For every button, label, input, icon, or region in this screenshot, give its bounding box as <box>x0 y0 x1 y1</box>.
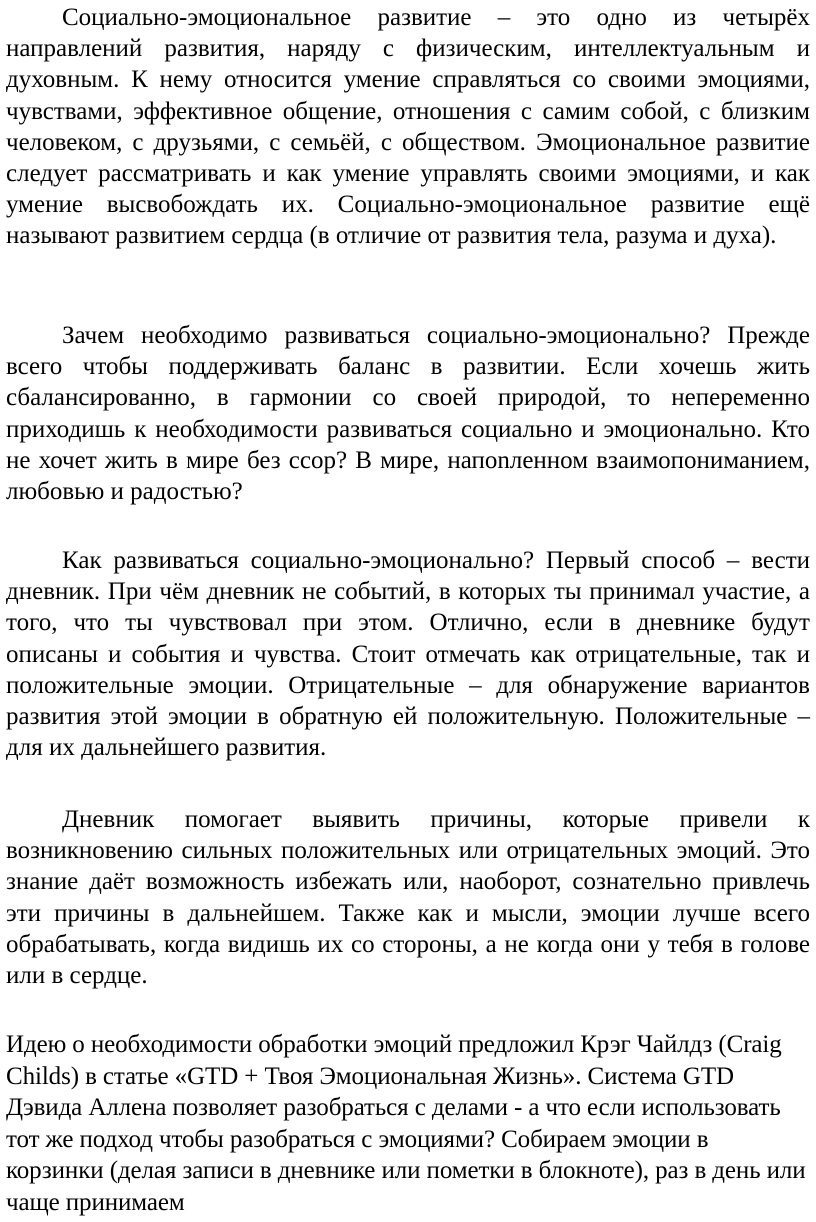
paragraph-how: Как развиваться социально-эмоционально? Первый способ – вести дневник. При чём дневник не событий, в которых ты принимал участие, а того, что ты чувствовал при этом. Отлично, если в дневнике будут описаны и события и чувства. Стоит отмечать как отрицательные, так и положительные эмоции. Отрицательные – для обнаружение вариантов развития этой эмоции в обратную ей положительную. Положительные – для их дальнейшего развития. <box>6 547 810 762</box>
paragraph-intro: Социально-эмоциональное развитие – это одно из четырёх направлений развития, наряду с физическим, интеллектуальным и духовным. К нему относится умение справляться со своими эмоциями, чувствами, эффективное общение, отношения с самим собой, с близким человеком, с друзьями, с семьёй, с обществом. Эмоциональное развитие следует рассматривать и как умение управлять своими эмоциями, и как умение высвобождать их. Социально-эмоциональное развитие ещё называют развитием сердца (в отличие от развития тела, разума и духа). <box>6 4 810 250</box>
paragraph-diary: Дневник помогает выявить причины, которые привели к возникновению сильных положительных или отрицательных эмоций. Это знание даёт возможность избежать или, наоборот, сознательно привлечь эти причины в дальнейшем. Также как и мысли, эмоции лучше всего обрабатывать, когда видишь их со стороны, а не когда они у тебя в голове или в сердце. <box>6 806 810 990</box>
paragraph-why: Зачем необходимо развиваться социально-эмоционально? Прежде всего чтобы поддерживать баланс в развитии. Если хочешь жить сбалансированно, в гармонии со своей природой, то непеременно приходишь к необходимости развиваться социально и эмоционально. Кто не хочет жить в мире без ссор? В мире, напоnленном взаимопониманием, любовью и радостью? <box>6 322 810 506</box>
paragraph-gtd: Идею о необходимости обработки эмоций предложил Крэг Чайлдз (Craig Childs) в статье «GTD + Твоя Эмоциональная Жизнь». Система GTD Дэвида Аллена позволяет разобраться с делами - а что если использовать тот же подход чтобы разобраться с эмоциями? Собираем эмоции в корзинки (делая записи в дневнике или пометки в блокноте), раз в день или чаще принимаем <box>6 1031 806 1216</box>
